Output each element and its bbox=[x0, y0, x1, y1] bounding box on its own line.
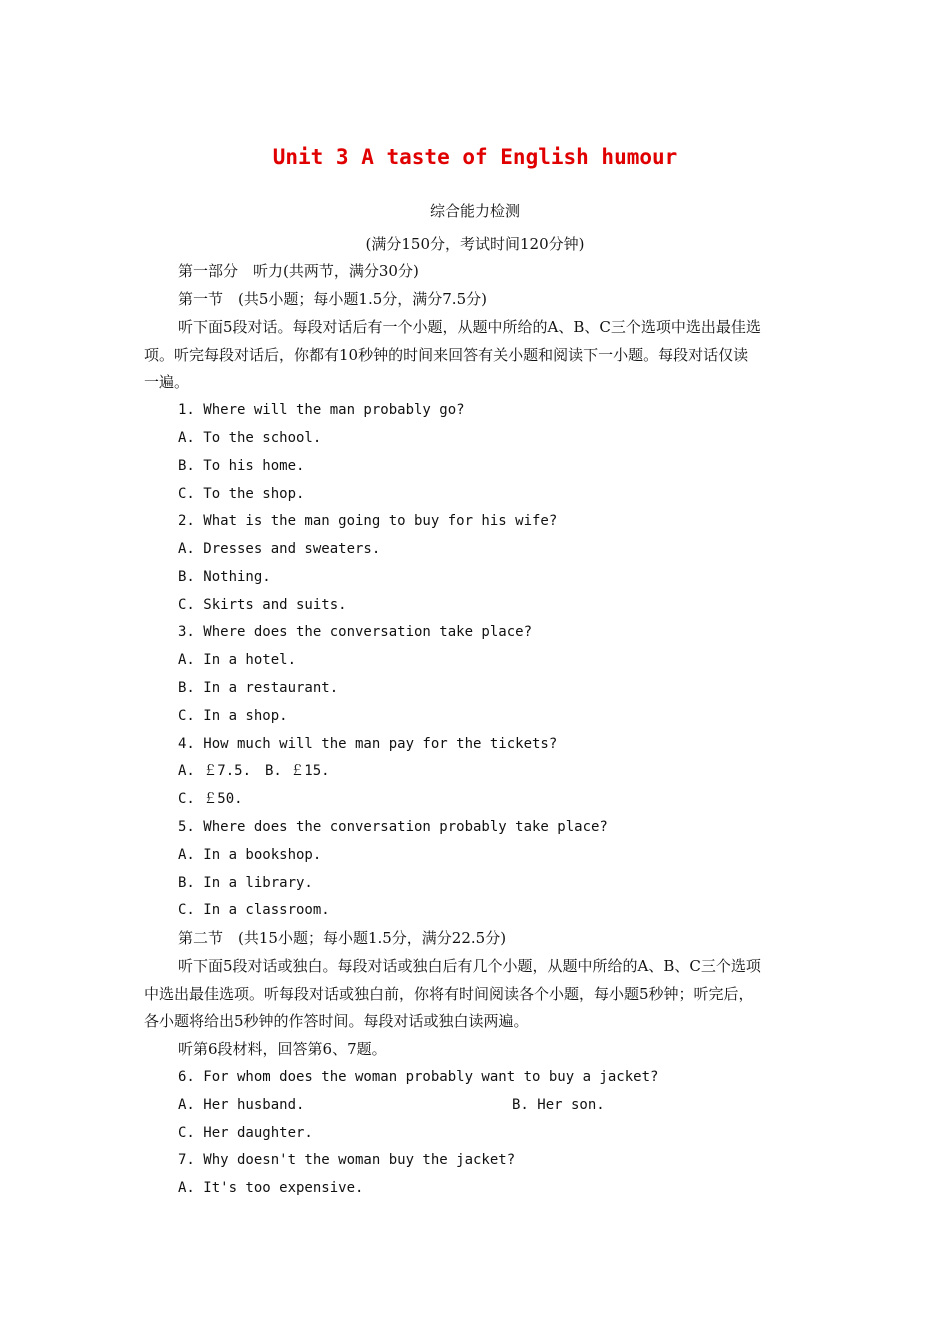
subtitle: 综合能力检测 bbox=[429, 202, 520, 220]
material-note: 听第6段材料，回答第6、7题。 bbox=[178, 1040, 387, 1058]
section2-instruction: 听下面5段对话或独白。每段对话或独白后有几个小题，从题中所给的A、B、C三个选项 bbox=[178, 957, 761, 975]
option-b: B. To his home. bbox=[178, 458, 305, 474]
option-c: C. In a classroom. bbox=[178, 902, 330, 918]
option-a-b: A. ￡7.5. B. ￡15. bbox=[178, 763, 330, 779]
option-a: A. In a bookshop. bbox=[178, 847, 322, 863]
section1-heading: 第一节 (共5小题；每小题1.5分，满分7.5分) bbox=[178, 290, 487, 308]
option-b: B. In a restaurant. bbox=[178, 680, 339, 696]
question-text: 4. How much will the man pay for the tickets? bbox=[178, 736, 558, 752]
section2-heading: 第二节 (共15小题；每小题1.5分，满分22.5分) bbox=[178, 929, 507, 947]
score-note: (满分150分，考试时间120分钟) bbox=[365, 235, 585, 253]
question-text: 5. Where does the conversation probably take place? bbox=[178, 819, 608, 835]
option-row bbox=[0, 1095, 950, 1115]
option-a: A. Her husband. bbox=[178, 1097, 305, 1113]
option-b: B. In a library. bbox=[178, 875, 313, 891]
section1-instruction: 一遍。 bbox=[144, 373, 190, 391]
section2-instruction: 中选出最佳选项。听每段对话或独白前，你将有时间阅读各个小题，每小题5秒钟；听完后， bbox=[144, 985, 754, 1003]
option-b: B. Her son. bbox=[512, 1097, 605, 1113]
option-c: C. Her daughter. bbox=[178, 1125, 313, 1141]
section1-instruction: 项。听完每段对话后，你都有10秒钟的时间来回答有关小题和阅读下一小题。每段对话仅读 bbox=[144, 346, 749, 364]
document-title: Unit 3 A taste of English humour bbox=[272, 145, 678, 169]
option-a: A. To the school. bbox=[178, 430, 322, 446]
question-text: 1. Where will the man probably go? bbox=[178, 402, 465, 418]
option-c: C. To the shop. bbox=[178, 486, 305, 502]
question-text: 6. For whom does the woman probably want to buy a jacket? bbox=[178, 1069, 659, 1085]
option-a: A. In a hotel. bbox=[178, 652, 297, 668]
option-b: B. Nothing. bbox=[178, 569, 271, 585]
option-a: A. Dresses and sweaters. bbox=[178, 541, 381, 557]
question-text: 3. Where does the conversation take place? bbox=[178, 624, 533, 640]
option-a: A. It's too expensive. bbox=[178, 1180, 364, 1196]
option-c: C. Skirts and suits. bbox=[178, 597, 347, 613]
part1-heading: 第一部分 听力(共两节，满分30分) bbox=[178, 262, 419, 280]
option-c: C. ￡50. bbox=[178, 791, 243, 807]
question-text: 2. What is the man going to buy for his wife? bbox=[178, 513, 558, 529]
section2-instruction: 各小题将给出5秒钟的作答时间。每段对话或独白读两遍。 bbox=[144, 1012, 529, 1030]
question-text: 7. Why doesn't the woman buy the jacket? bbox=[178, 1152, 516, 1168]
section1-instruction: 听下面5段对话。每段对话后有一个小题，从题中所给的A、B、C三个选项中选出最佳选 bbox=[178, 318, 761, 336]
option-c: C. In a shop. bbox=[178, 708, 288, 724]
